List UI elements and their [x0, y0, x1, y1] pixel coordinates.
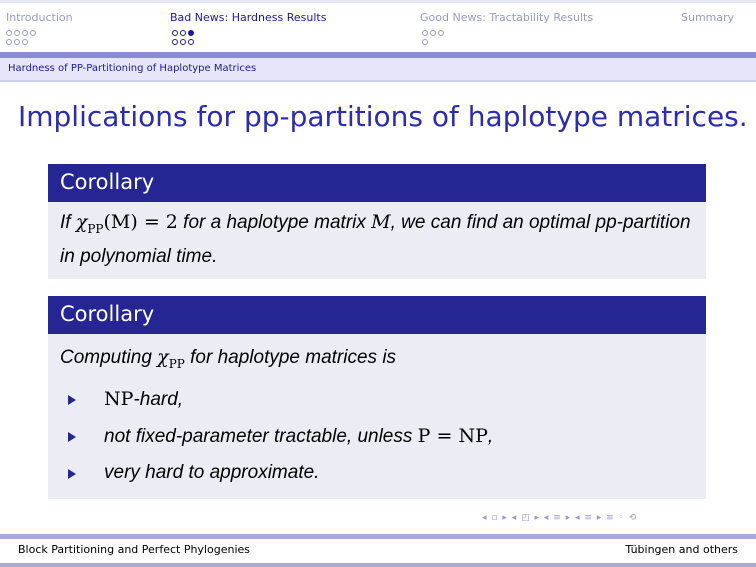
nav-section-bad-news[interactable]: Bad News: Hardness Results [170, 11, 327, 24]
nav-dots-bad-news[interactable] [172, 28, 196, 46]
corollary-block-1 [48, 164, 706, 279]
beamer-navigation-icons[interactable]: ◂ ▫ ▸ ◂ ◰ ▸ ◂ ≡ ▸ ◂ ≡ ▸ ≡ ◦ ⟲ [482, 513, 638, 523]
block-body [48, 202, 706, 279]
nav-stripe [0, 0, 756, 3]
section-navigation [0, 0, 756, 50]
list-item: NP-hard, [60, 381, 694, 418]
corollary-statement: If $\chi_{PP}(M) = 2$ for a haplotype matrix M, we can find an optimal pp-partition in polynomial time. [60, 211, 691, 267]
bullet-icon [68, 395, 76, 405]
nav-dots-introduction[interactable] [6, 28, 38, 46]
list-item: not fixed-parameter tractable, unless P = NP, [60, 418, 694, 455]
block-title: Corollary [48, 296, 706, 334]
nav-section-introduction[interactable]: Introduction [6, 11, 73, 24]
footer-author: Tübingen and others [625, 543, 738, 556]
subsection-title: Hardness of PP-Partitioning of Haplotype Matrices [8, 63, 257, 74]
subtitle-rule [0, 80, 756, 82]
corollary-block-2 [48, 296, 706, 499]
block-title: Corollary [48, 164, 706, 202]
bullet-icon [68, 432, 76, 442]
nav-section-summary[interactable]: Summary [681, 11, 735, 24]
frame-title: Implications for pp-partitions of haplotype matrices. [18, 100, 748, 133]
footer-title: Block Partitioning and Perfect Phylogenies [18, 543, 250, 556]
corollary-intro: Computing $\chi_{PP}$ for haplotype matrices is [60, 346, 397, 371]
list-item: very hard to approximate. [60, 455, 694, 491]
nav-dots-good-news[interactable] [422, 28, 446, 46]
bullet-icon [68, 469, 76, 479]
block-body [48, 334, 706, 499]
nav-section-good-news[interactable]: Good News: Tractability Results [420, 11, 594, 24]
